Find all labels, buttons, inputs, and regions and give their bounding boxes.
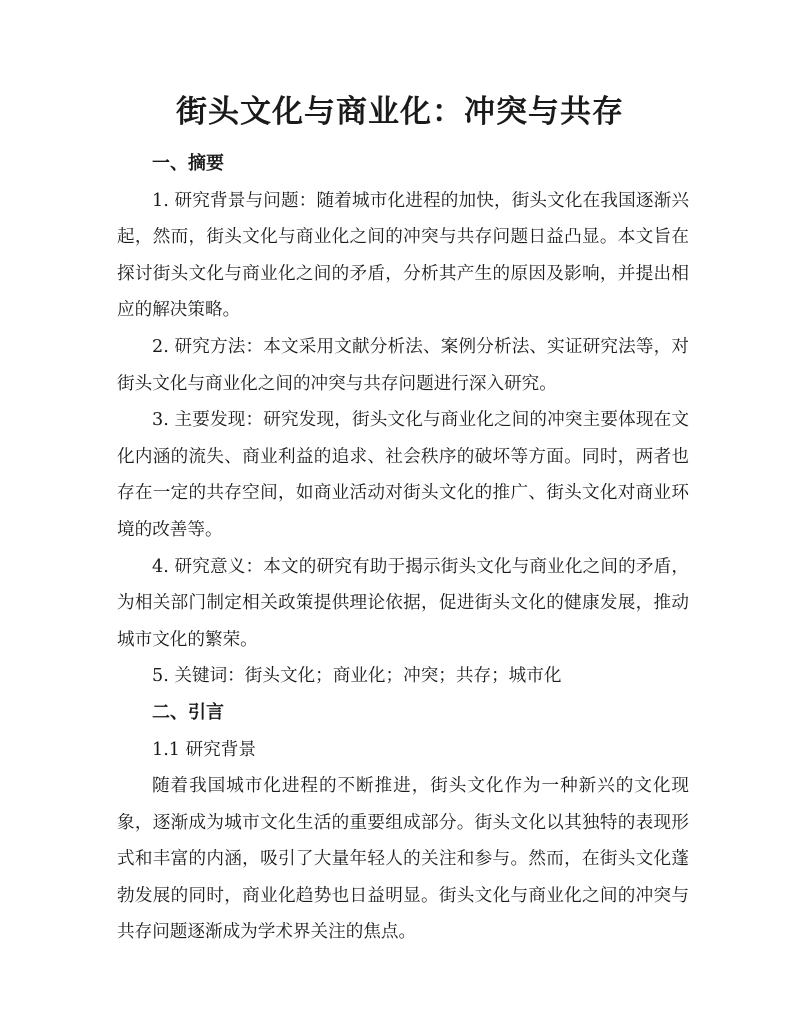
introduction-heading: 二、引言 [152, 701, 224, 723]
introduction-subheading: 1.1 研究背景 [152, 739, 256, 760]
document-body [117, 146, 689, 951]
abstract-item-significance: 4. 研究意义：本文的研究有助于揭示街头文化与商业化之间的矛盾，为相关部门制定相关政策提供理论依据，促进街头文化的健康发展，推动城市文化的繁荣。 [117, 556, 689, 650]
introduction-paragraph: 随着我国城市化进程的不断推进，街头文化作为一种新兴的文化现象，逐渐成为城市文化生活的重要组成部分。街头文化以其独特的表现形式和丰富的内涵，吸引了大量年轻人的关注和参与。然而，在街头文化蓬勃发展的同时，商业化趋势也日益明显。街头文化与商业化之间的冲突与共存问题逐渐成为学术界关注的焦点。 [117, 776, 689, 943]
abstract-item-methods: 2. 研究方法：本文采用文献分析法、案例分析法、实证研究法等，对街头文化与商业化之间的冲突与共存问题进行深入研究。 [117, 336, 689, 394]
abstract-item-background: 1. 研究背景与问题：随着城市化进程的加快，街头文化在我国逐渐兴起，然而，街头文化与商业化之间的冲突与共存问题日益凸显。本文旨在探讨街头文化与商业化之间的矛盾，分析其产生的原因及影响，并提出相应的解决策略。 [117, 190, 689, 321]
abstract-item-findings: 3. 主要发现：研究发现，街头文化与商业化之间的冲突主要体现在文化内涵的流失、商业利益的追求、社会秩序的破坏等方面。同时，两者也存在一定的共存空间，如商业活动对街头文化的推广、街头文化对商业环境的改善等。 [117, 410, 689, 540]
document-title: 街头文化与商业化：冲突与共存 [176, 94, 624, 130]
abstract-item-keywords: 5. 关键词：街头文化；商业化；冲突；共存；城市化 [152, 666, 562, 687]
abstract-heading: 一、摘要 [152, 153, 224, 174]
